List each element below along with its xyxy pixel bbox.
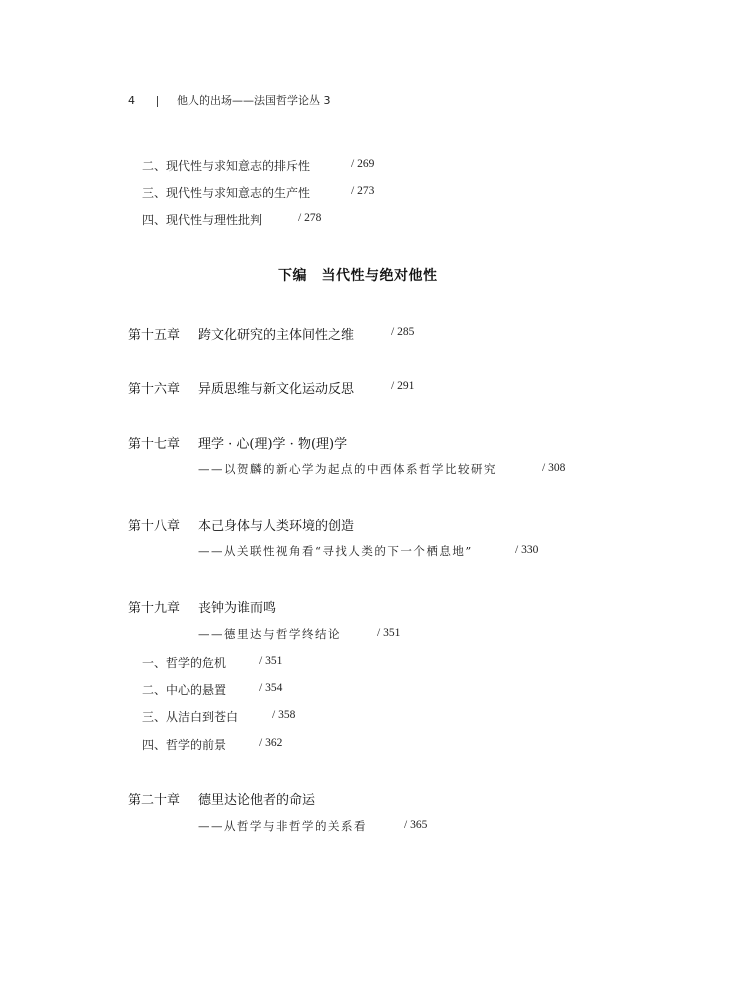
chapter-subtitle: ——以贺麟的新心学为起点的中西体系哲学比较研究 (198, 462, 497, 476)
toc-section[interactable] (142, 211, 262, 228)
toc-page-ref: / 358 (272, 709, 296, 721)
chapter-number: 第十五章 (128, 328, 181, 343)
toc-page-ref: / 354 (259, 682, 283, 694)
header-divider (157, 96, 158, 107)
toc-section[interactable] (142, 157, 310, 174)
chapter-number: 第二十章 (128, 793, 181, 808)
chapter-number: 第十八章 (128, 519, 181, 534)
toc-section[interactable] (142, 708, 238, 725)
toc-page-ref: / 285 (391, 326, 415, 338)
page-number: 4 (128, 94, 135, 107)
toc-page-ref: / 365 (404, 819, 428, 831)
section-label: 三、从洁白到苍白 (142, 710, 239, 724)
chapter-number: 第十六章 (128, 382, 181, 397)
section-label: 二、中心的悬置 (142, 683, 227, 697)
chapter-subtitle: ——德里达与哲学终结论 (198, 627, 341, 641)
chapter-title[interactable]: 跨文化研究的主体间性之维 (198, 328, 355, 343)
chapter-subtitle: ——从关联性视角看“寻找人类的下一个栖息地” (198, 544, 473, 558)
section-label: 四、哲学的前景 (142, 738, 227, 752)
running-header (128, 92, 331, 108)
running-title: 他人的出场——法国哲学论丛 3 (177, 94, 331, 107)
chapter-title[interactable]: 本己身体与人类环境的创造 (198, 519, 355, 534)
toc-page-ref: / 308 (542, 462, 566, 474)
section-label: 一、哲学的危机 (142, 656, 227, 670)
section-label: 二、现代性与求知意志的排斥性 (142, 159, 311, 173)
section-label: 四、现代性与理性批判 (142, 213, 263, 227)
toc-page-ref: / 269 (351, 158, 375, 170)
toc-page-ref: / 273 (351, 185, 375, 197)
toc-page-ref: / 278 (298, 212, 322, 224)
section-label: 三、现代性与求知意志的生产性 (142, 186, 311, 200)
toc-section[interactable] (142, 654, 226, 671)
chapter-title[interactable]: 理学 · 心(理)学 · 物(理)学 (198, 437, 348, 452)
toc-page-ref: / 291 (391, 380, 415, 392)
toc-section[interactable] (142, 184, 310, 201)
toc-section[interactable] (142, 736, 226, 753)
chapter-subtitle: ——从哲学与非哲学的关系看 (198, 819, 367, 833)
chapter-number: 第十七章 (128, 437, 181, 452)
toc-page-ref: / 351 (377, 627, 401, 639)
toc-page-ref: / 351 (259, 655, 283, 667)
chapter-title[interactable]: 异质思维与新文化运动反思 (198, 382, 355, 397)
toc-page-ref: / 330 (515, 544, 539, 556)
part-title: 下编 当代性与绝对他性 (278, 268, 438, 284)
chapter-title[interactable]: 德里达论他者的命运 (198, 793, 316, 808)
chapter-title[interactable]: 丧钟为谁而鸣 (198, 601, 277, 616)
toc-section[interactable] (142, 681, 226, 698)
chapter-number: 第十九章 (128, 601, 181, 616)
toc-page-ref: / 362 (259, 737, 283, 749)
